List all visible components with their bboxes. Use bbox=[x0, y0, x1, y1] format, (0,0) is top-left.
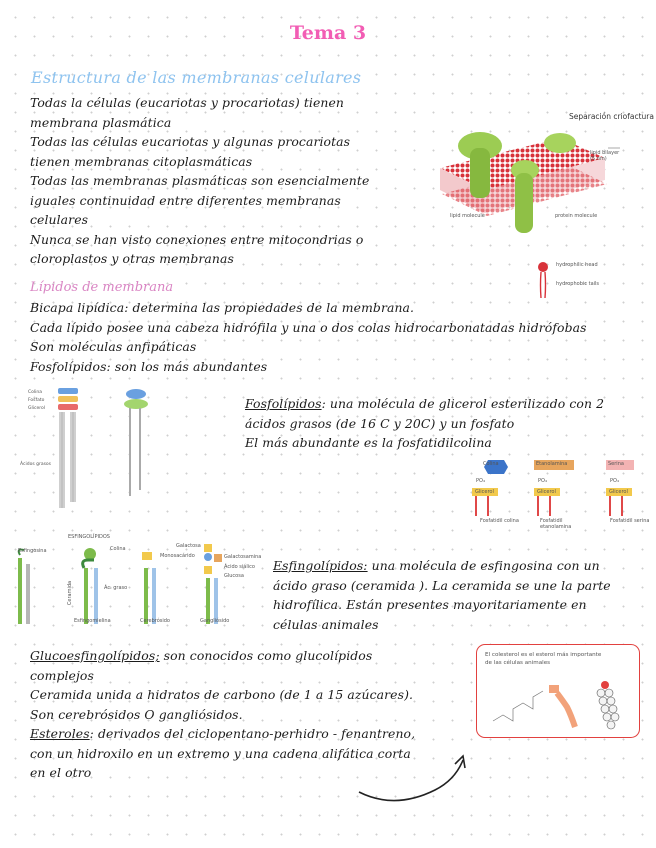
term-esfingolipidos: Esfingolípidos: bbox=[273, 558, 368, 573]
text-line: complejos bbox=[30, 667, 94, 683]
phospholipid-structure-figure bbox=[28, 386, 188, 516]
section1-text bbox=[30, 93, 430, 269]
text-line: células animales bbox=[273, 616, 379, 632]
text-line: ácido graso (ceramida ). La ceramida se une la parte bbox=[273, 577, 611, 593]
text-line: Todas las células eucariotas y algunas procariotas bbox=[30, 134, 351, 149]
label-protein-molecule: protein molecule bbox=[555, 213, 598, 219]
text-line: Todas las membranas plasmáticas son esencialmente bbox=[30, 173, 370, 188]
text-line: celulares bbox=[30, 212, 89, 227]
fig-label-fosfato: Fosfato bbox=[28, 398, 45, 403]
fig-label-glicerol: Glicerol bbox=[28, 406, 45, 411]
fig-label-colina-sph: Colina bbox=[110, 546, 126, 552]
text-line: El más abundante es la fosfatidilcolina bbox=[245, 435, 492, 450]
fig-label-colina-head: Colina bbox=[483, 461, 499, 467]
fig-label-galactosamina: Galactosamina bbox=[224, 554, 262, 560]
esfingolipidos-text bbox=[273, 556, 648, 634]
fig-label-phosphate: PO₄ bbox=[476, 478, 485, 484]
text-line: con un hidroxilo en un extremo y una cadena alifática corta bbox=[30, 745, 411, 761]
text-line: en el otro bbox=[30, 765, 92, 780]
text-fragment: son conocidos como glucolípidos bbox=[159, 648, 373, 663]
text-line: tienen membranas citoplasmáticas bbox=[30, 153, 253, 169]
lipids-text bbox=[30, 298, 630, 376]
text-line: Nunca se han visto conexiones entre mitocondrias o bbox=[30, 231, 364, 247]
label-bilayer-size: (5 nm) bbox=[590, 156, 607, 162]
fig-label-fosfatidilserina: Fosfatidil serina bbox=[610, 518, 650, 524]
sphingolipid-figure bbox=[14, 540, 244, 630]
term-esteroles: Esteroles bbox=[30, 726, 90, 741]
section-heading-lipids: Lípidos de membrana bbox=[30, 280, 174, 295]
text-fragment: : derivados del ciclopentano-perhidro - fenantreno, bbox=[89, 726, 416, 741]
text-line: iguales continuidad entre diferentes membranas bbox=[30, 192, 341, 208]
lipid-molecule-icon bbox=[533, 260, 553, 300]
fig-label-phosphate: PO₄ bbox=[538, 478, 547, 484]
fig-label-fosfatidilcolina: Fosfatidil colina bbox=[480, 518, 519, 524]
fig-label-galactosa: Galactosa bbox=[176, 543, 201, 549]
fig-label-esfingomielina: Esfingomielina bbox=[74, 618, 111, 624]
section-heading-membranes: Estructura de las membranas celulares bbox=[31, 68, 362, 87]
label-lipid-bilayer: lipid bilayer bbox=[590, 150, 620, 156]
label-hydrophilic-head: hydrophilic head bbox=[556, 262, 598, 268]
term-fosfolipidos: Fosfolípidos bbox=[245, 396, 322, 411]
fig-label-serina-head: Serina bbox=[608, 461, 624, 467]
fig-label-acido-sialico: Ácido siálico bbox=[224, 564, 255, 570]
text-line: Son moléculas anfipáticas bbox=[30, 339, 197, 354]
text-line: Todas la células (eucariotas y procariotas) tienen bbox=[30, 95, 345, 110]
fig-label-esfingosina: Esfingosina bbox=[18, 548, 47, 554]
fig-label-glicerol-2: Glicerol bbox=[537, 489, 556, 495]
fig-label-fosfatidiletanolamina: Fosfatidil etanolamina bbox=[540, 518, 572, 530]
colesterol-text-2: de las células animales bbox=[485, 660, 551, 666]
fosfolipidos-text bbox=[245, 394, 645, 453]
fig-label-colina: Colina bbox=[28, 390, 43, 395]
text-line: hidrofílica. Están presentes mayoritariamente en bbox=[273, 597, 587, 612]
text-line: Fosfolípidos: son los más abundantes bbox=[30, 358, 268, 374]
term-glucoesfingolipidos: Glucoesfingolípidos; bbox=[30, 648, 160, 663]
fig-label-cerebrosido: Cerebrósido bbox=[140, 618, 170, 624]
page-title: Tema 3 bbox=[289, 22, 367, 44]
fig-title-esfingolipidos: ESFINGOLÍPIDOS bbox=[68, 534, 110, 540]
label-lipid-molecule: lipid molecule bbox=[450, 213, 485, 219]
fig-label-phosphate: PO₄ bbox=[610, 478, 619, 484]
text-line: Bicapa lipídica: determina las propiedades de la membrana. bbox=[30, 300, 415, 315]
membrane-figure-caption: Separación criofactura bbox=[569, 112, 654, 121]
text-line: Son cerebrósidos O gangliósidos. bbox=[30, 706, 243, 722]
text-line: Ceramida unida a hidratos de carbono (de 1 a 15 azúcares). bbox=[30, 687, 414, 702]
fig-label-glucosa: Glucosa bbox=[224, 573, 244, 579]
fig-label-glicerol-3: Glicerol bbox=[609, 489, 628, 495]
cholesterol-structure bbox=[483, 671, 633, 733]
colesterol-text-1: El colesterol es el esterol más importante bbox=[485, 652, 602, 658]
fig-label-glicerol-1: Glicerol bbox=[475, 489, 494, 495]
colesterol-box bbox=[476, 644, 640, 738]
fig-label-gangliosido: Gangliósido bbox=[200, 618, 230, 624]
text-line: cloroplastos y otras membranas bbox=[30, 251, 234, 266]
membrane-illustration bbox=[430, 118, 640, 248]
fig-label-etanolamina-head: Etanolamina bbox=[536, 461, 568, 467]
text-line: ácidos grasos (de 16 C y 20C) y un fosfato bbox=[245, 415, 515, 431]
text-fragment: una molécula de esfingosina con un bbox=[367, 558, 600, 573]
fig-label-acidos-grasos: Ácidos grasos bbox=[20, 462, 52, 467]
curved-arrow bbox=[355, 740, 475, 810]
label-hydrophobic-tails: hydrophobic tails bbox=[556, 281, 600, 287]
fig-label-ceramida: Ceramida bbox=[67, 580, 74, 606]
fig-label-monosacarido: Monosacárido bbox=[160, 553, 195, 559]
fig-label-ac-graso: Ác. graso bbox=[104, 585, 128, 591]
text-fragment: : una molécula de glicerol esterilizado con 2 bbox=[321, 396, 605, 411]
text-line: Cada lípido posee una cabeza hidrófila y una o dos colas hidrocarbonatadas hidrófobas bbox=[30, 319, 587, 335]
text-line: membrana plasmática bbox=[30, 114, 172, 130]
